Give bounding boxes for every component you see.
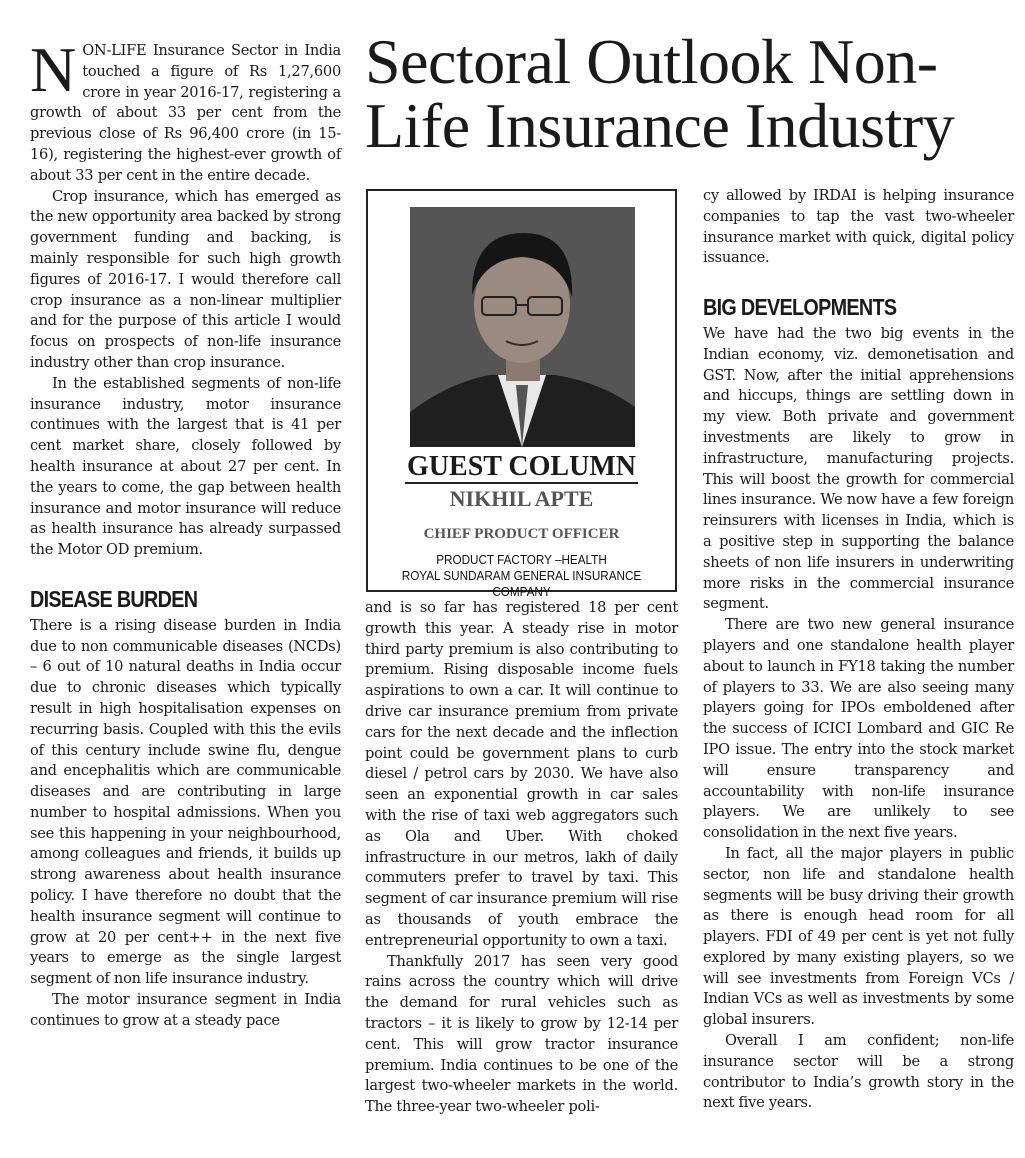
paragraph: The motor insurance segment in India continues to grow at a steady pace xyxy=(30,991,341,1029)
guest-column-heading: GUEST COLUMN xyxy=(407,451,636,482)
column-2 xyxy=(365,598,678,1118)
paragraph: There is a rising disease burden in India due to non communicable diseases (NCDs) – 6 out of 10 natural deaths in India occur due to chronic diseases which typically result in high hospitalisation expenses on recurring basis. Coupled with this the evils of this century include swine flu, dengue and encephalitis which are communicable diseases and are contributing in large number to hospital admissions. When you see this happening in your neighbourhood, among colleagues and friends, it builds up strong awareness about health insurance policy. I have therefore no doubt that the health insurance segment will continue to grow at 20 per cent++ in the next five years to emerge as the single largest segment of non life insurance industry. xyxy=(30,616,341,988)
intro-paragraph xyxy=(30,34,341,187)
company: ROYAL SUNDARAM GENERAL INSURANCE COMPANY xyxy=(401,568,642,599)
paragraph: In the established segments of non-life insurance industry, motor insurance continues with the largest that is 41 per cent market share, closely followed by health insurance at about 27 per cent. In the years to come, the gap between health insurance and motor insurance will reduce as health insurance has already surpassed the Motor OD premium. xyxy=(30,374,341,559)
department: PRODUCT FACTORY –HEALTH xyxy=(436,552,607,567)
article-title xyxy=(365,26,1015,161)
author-photo xyxy=(410,207,635,447)
author-role: CHIEF PRODUCT OFFICER xyxy=(423,526,620,542)
author-affiliation xyxy=(383,552,659,600)
drop-cap: N xyxy=(30,34,77,105)
column-1 xyxy=(30,34,341,1032)
paragraph: In fact, all the major players in public sector, non life and standalone health segments will be busy driving their growth as there is enough head room for all players. FDI of 49 per cent is yet not fully explored by many existing players, so we will see investments from Foreign VCs / Indian VCs as well as investments by some global insurers. xyxy=(703,844,1014,1029)
subheading-big-developments: BIG DEVELOPMENTS xyxy=(703,294,897,321)
intro-text: ON-LIFE Insurance Sector in India touched a figure of Rs 1,27,600 crore in year 2016-17, registering a growth of about 33 per cent from the previous close of Rs 96,400 crore (in 15-16), registering the highest-ever growth of about 33 per cent in the entire decade. xyxy=(30,42,341,184)
paragraph: Crop insurance, which has emerged as the new opportunity area backed by strong government funding and backing, is mainly responsible for such high growth figures of 2016-17. I would therefore call crop insurance as a non-linear multiplier and for the purpose of this article I would focus on prospects of non-life insurance industry other than crop insurance. xyxy=(30,187,341,371)
author-name: NIKHIL APTE xyxy=(449,486,594,511)
paragraph: Overall I am confident; non-life insurance sector will be a strong contributor to India’s growth story in the next five years. xyxy=(703,1032,1014,1112)
paragraph: cy allowed by IRDAI is helping insurance companies to tap the vast two-wheeler insurance market with quick, digital policy issuance. xyxy=(703,187,1014,267)
paragraph: and is so far has registered 18 per cent growth this year. A steady rise in motor third party premium is also contributing to premium. Rising disposable income fuels aspirations to own a car. It will continue to drive car insurance premium from private cars for the next decade and the inflection point could be government plans to curb diesel / petrol cars by 2030. We have also seen an exponential growth in car sales with the rise of taxi web aggregators such as Ola and Uber. With choked infrastructure in our metros, lakh of daily commuters prefer to travel by taxi. This segment of car insurance premium will rise as thousands of youth embrace the entrepreneurial opportunity to own a taxi. xyxy=(365,599,678,949)
guest-column-box xyxy=(366,189,677,599)
paragraph: There are two new general insurance players and one standalone health player about to launch in FY18 taking the number of players to 33. We are also seeing many players going for IPOs emboldened after the success of ICICI Lombard and GIC Re IPO issue. The entry into the stock market will ensure transparency and accountability with non-life insurance players. We are unlikely to see consolidation in the next five years. xyxy=(703,616,1014,842)
column-3 xyxy=(703,186,1014,1114)
paragraph: Thankfully 2017 has seen very good rains across the country which will drive the demand for rural vehicles such as tractors – it is likely to grow by 12-14 per cent. This will grow tractor insurance premium. India continues to be one of the largest two-wheeler markets in the world. The three-year two-wheeler poli- xyxy=(365,952,678,1116)
title-line-2: Life Insurance Industry xyxy=(365,90,955,161)
paragraph: We have had the two big events in the Indian economy, viz. demonetisation and GST. Now, after the initial apprehensions and hiccups, things are settling down in my view. Both private and government investments are likely to grow in infrastructure, manufacturing projects. This will boost the growth for commercial lines insurance. We now have a few foreign reinsurers with licenses in India, which is a positive step in supporting the balance sheets of non life insurers in underwriting more risks in the commercial insurance segment. xyxy=(703,324,1014,613)
title-line-1: Sectoral Outlook Non- xyxy=(365,26,938,97)
subheading-disease-burden: DISEASE BURDEN xyxy=(30,585,198,612)
author-portrait-image xyxy=(410,207,635,447)
